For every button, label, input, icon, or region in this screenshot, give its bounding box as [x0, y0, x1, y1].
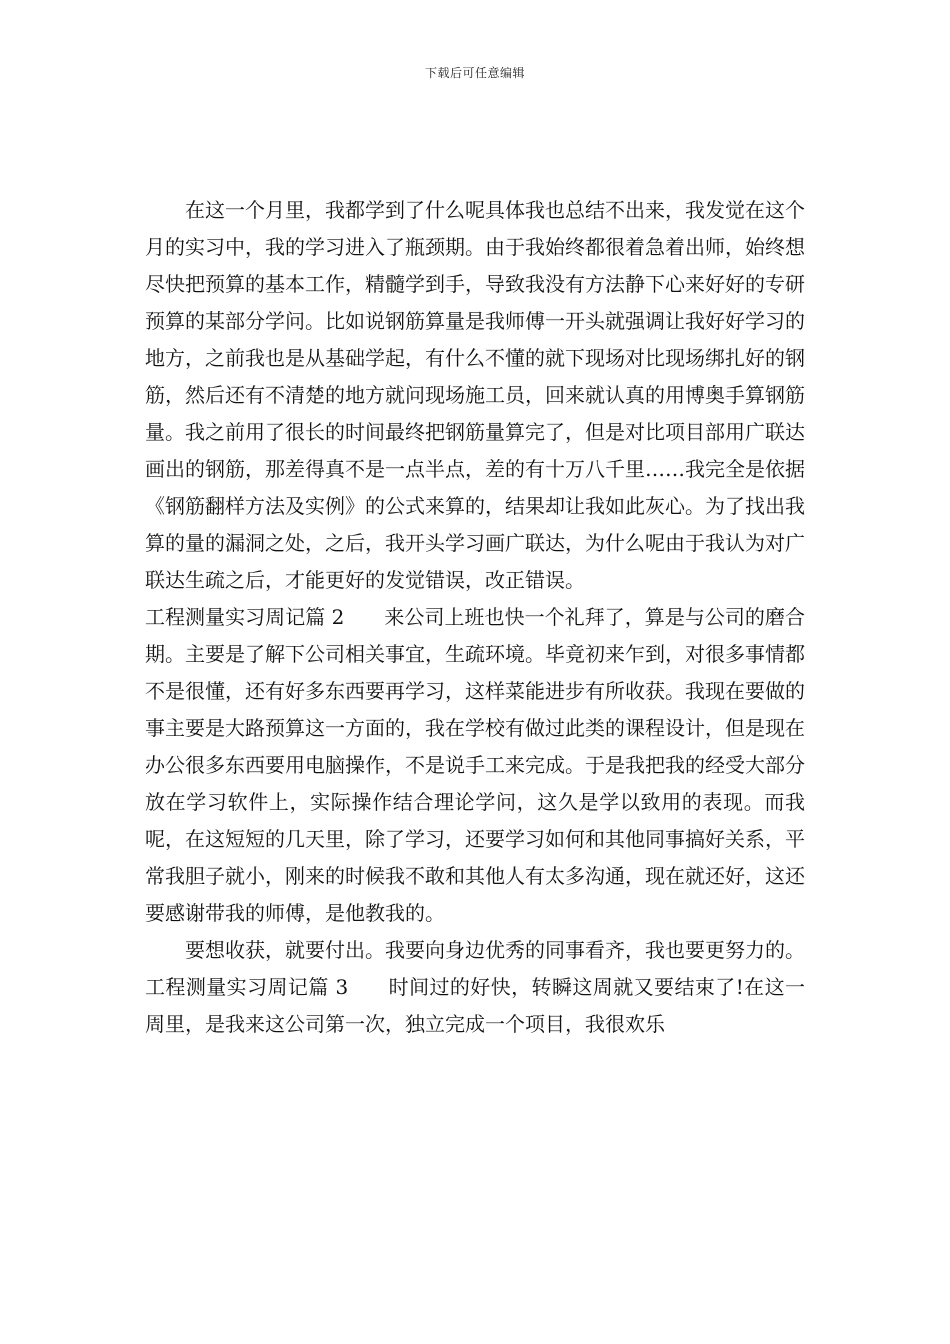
paragraph-2	[145, 599, 805, 932]
section-heading-2: 工程测量实习周记篇 2	[145, 605, 345, 629]
paragraph-4	[145, 969, 805, 1043]
paragraph-2-text: 来公司上班也快一个礼拜了，算是与公司的磨合期。主要是了解下公司相关事宜，生疏环境。毕竟初来乍到，对很多事情都不是很懂，还有好多东西要再学习，这样菜能进步有所收获。我现在要做的事主要是大路预算这一方面的，我在学校有做过此类的课程设计，但是现在办公很多东西要用电脑操作，不是说手工来完成。于是我把我的经受大部分放在学习软件上，实际操作结合理论学问，这久是学以致用的表现。而我呢，在这短短的几天里，除了学习，还要学习如何和其他同事搞好关系，平常我胆子就小，刚来的时候我不敢和其他人有太多沟通，现在就还好，这还要感谢带我的师傅，是他教我的。	[145, 605, 805, 925]
paragraph-4-text: 时间过的好快，转瞬这周就又要结束了!在这一周里，是我来这公司第一次，独立完成一个项目，我很欢乐	[145, 975, 805, 1036]
page-header-note: 下载后可任意编辑	[424, 66, 525, 80]
document-body	[145, 192, 805, 1043]
paragraph-3: 要想收获，就要付出。我要向身边优秀的同事看齐，我也要更努力的。	[185, 938, 805, 962]
section-heading-3: 工程测量实习周记篇 3	[145, 975, 349, 999]
paragraph-1: 在这一个月里，我都学到了什么呢具体我也总结不出来，我发觉在这个月的实习中，我的学习进入了瓶颈期。由于我始终都很着急着出师，始终想尽快把预算的基本工作，精髓学到手，导致我没有方法静下心来好好的专研预算的某部分学问。比如说钢筋算量是我师傅一开头就强调让我好好学习的地方，之前我也是从基础学起，有什么不懂的就下现场对比现场绑扎好的钢筋，然后还有不清楚的地方就问现场施工员，回来就认真的用博奥手算钢筋量。我之前用了很长的时间最终把钢筋量算完了，但是对比项目部用广联达画出的钢筋，那差得真不是一点半点，差的有十万八千里……我完全是依据《钢筋翻样方法及实例》的公式来算的，结果却让我如此灰心。为了找出我算的量的漏洞之处，之后，我开头学习画广联达，为什么呢由于我认为对广联达生疏之后，才能更好的发觉错误，改正错误。	[145, 198, 805, 592]
